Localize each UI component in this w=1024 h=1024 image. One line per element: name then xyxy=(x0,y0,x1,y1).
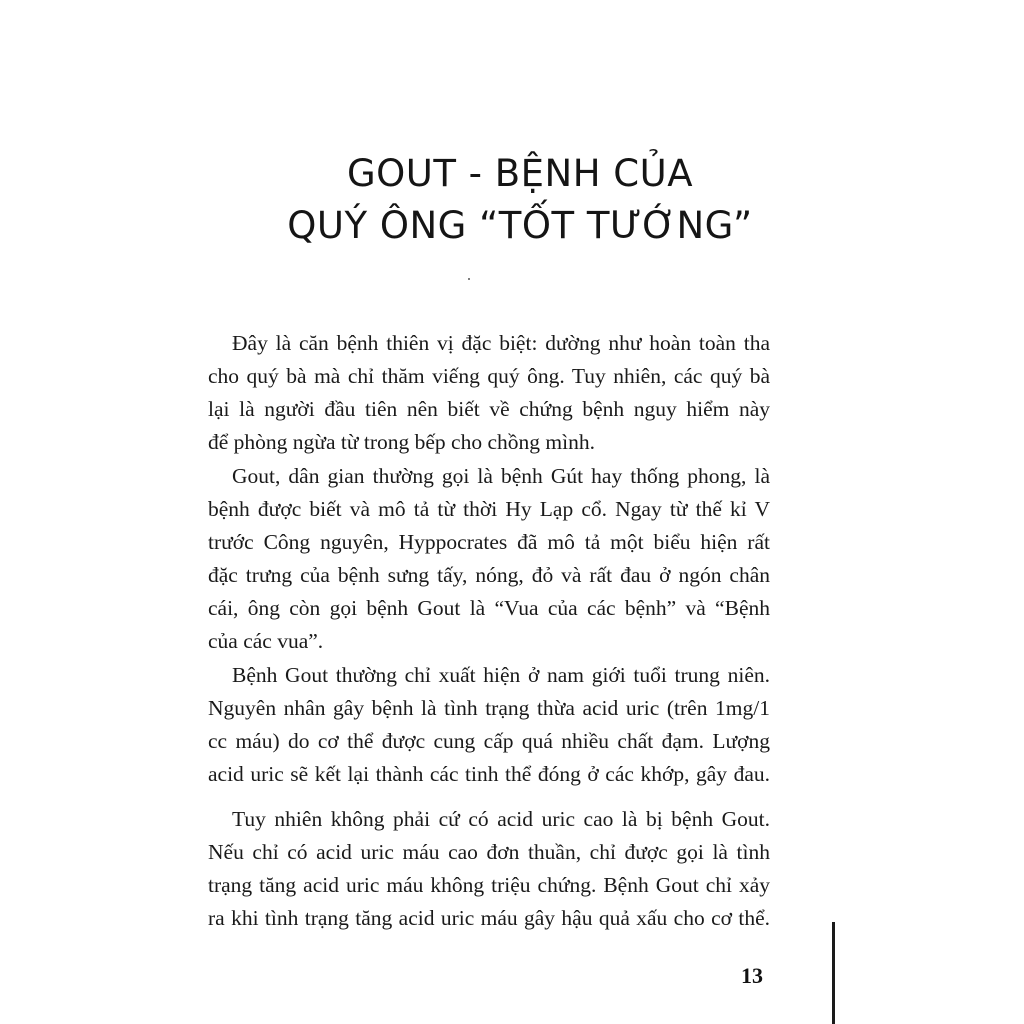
paragraph-2-line-6: của các vua”. xyxy=(208,629,324,653)
paragraph-3-line-4: acid uric sẽ kết lại thành các tinh thể đóng ở các khớp, gây đau. xyxy=(208,762,770,786)
paragraph-4-line-1: Tuy nhiên không phải cứ có acid uric cao là bị bệnh Gout. xyxy=(232,807,770,831)
paragraph-1-line-3: lại là người đầu tiên nên biết về chứng bệnh nguy hiểm này xyxy=(208,397,770,421)
chapter-title-line-2: QUÝ ÔNG “TỐT TƯỚNG” xyxy=(287,204,753,247)
paragraph-2-line-2: bệnh được biết và mô tả từ thời Hy Lạp cổ. Ngay từ thế kỉ V xyxy=(208,497,770,521)
ornament-dot xyxy=(468,278,470,280)
page-edge-shadow xyxy=(832,922,835,1024)
page-number: 13 xyxy=(741,963,763,988)
chapter-title-line-1: GOUT - BỆNH CỦA xyxy=(346,152,694,195)
paragraph-4-line-2: Nếu chỉ có acid uric máu cao đơn thuần, chỉ được gọi là tình xyxy=(208,840,770,864)
paragraph-4-line-4: ra khi tình trạng tăng acid uric máu gây hậu quả xấu cho cơ thể. xyxy=(208,906,770,930)
paragraph-1-line-1: Đây là căn bệnh thiên vị đặc biệt: dường như hoàn toàn tha xyxy=(232,331,770,355)
paragraph-1-line-2: cho quý bà mà chỉ thăm viếng quý ông. Tuy nhiên, các quý bà xyxy=(208,364,770,388)
paragraph-2-line-5: cái, ông còn gọi bệnh Gout là “Vua của các bệnh” và “Bệnh xyxy=(208,596,770,620)
paragraph-4-line-3: trạng tăng acid uric máu không triệu chứng. Bệnh Gout chỉ xảy xyxy=(208,873,770,897)
paragraph-3-line-3: cc máu) do cơ thể được cung cấp quá nhiều chất đạm. Lượng xyxy=(208,729,770,753)
paragraph-3-line-1: Bệnh Gout thường chỉ xuất hiện ở nam giới tuổi trung niên. xyxy=(232,663,770,687)
paragraph-2-line-4: đặc trưng của bệnh sưng tấy, nóng, đỏ và rất đau ở ngón chân xyxy=(208,563,770,587)
paragraph-2-line-3: trước Công nguyên, Hyppocrates đã mô tả một biểu hiện rất xyxy=(208,530,770,554)
paragraph-3-line-2: Nguyên nhân gây bệnh là tình trạng thừa acid uric (trên 1mg/1 xyxy=(208,696,770,720)
paragraph-1-line-4: để phòng ngừa từ trong bếp cho chồng mình. xyxy=(208,430,595,454)
paragraph-2-line-1: Gout, dân gian thường gọi là bệnh Gút hay thống phong, là xyxy=(232,464,770,488)
